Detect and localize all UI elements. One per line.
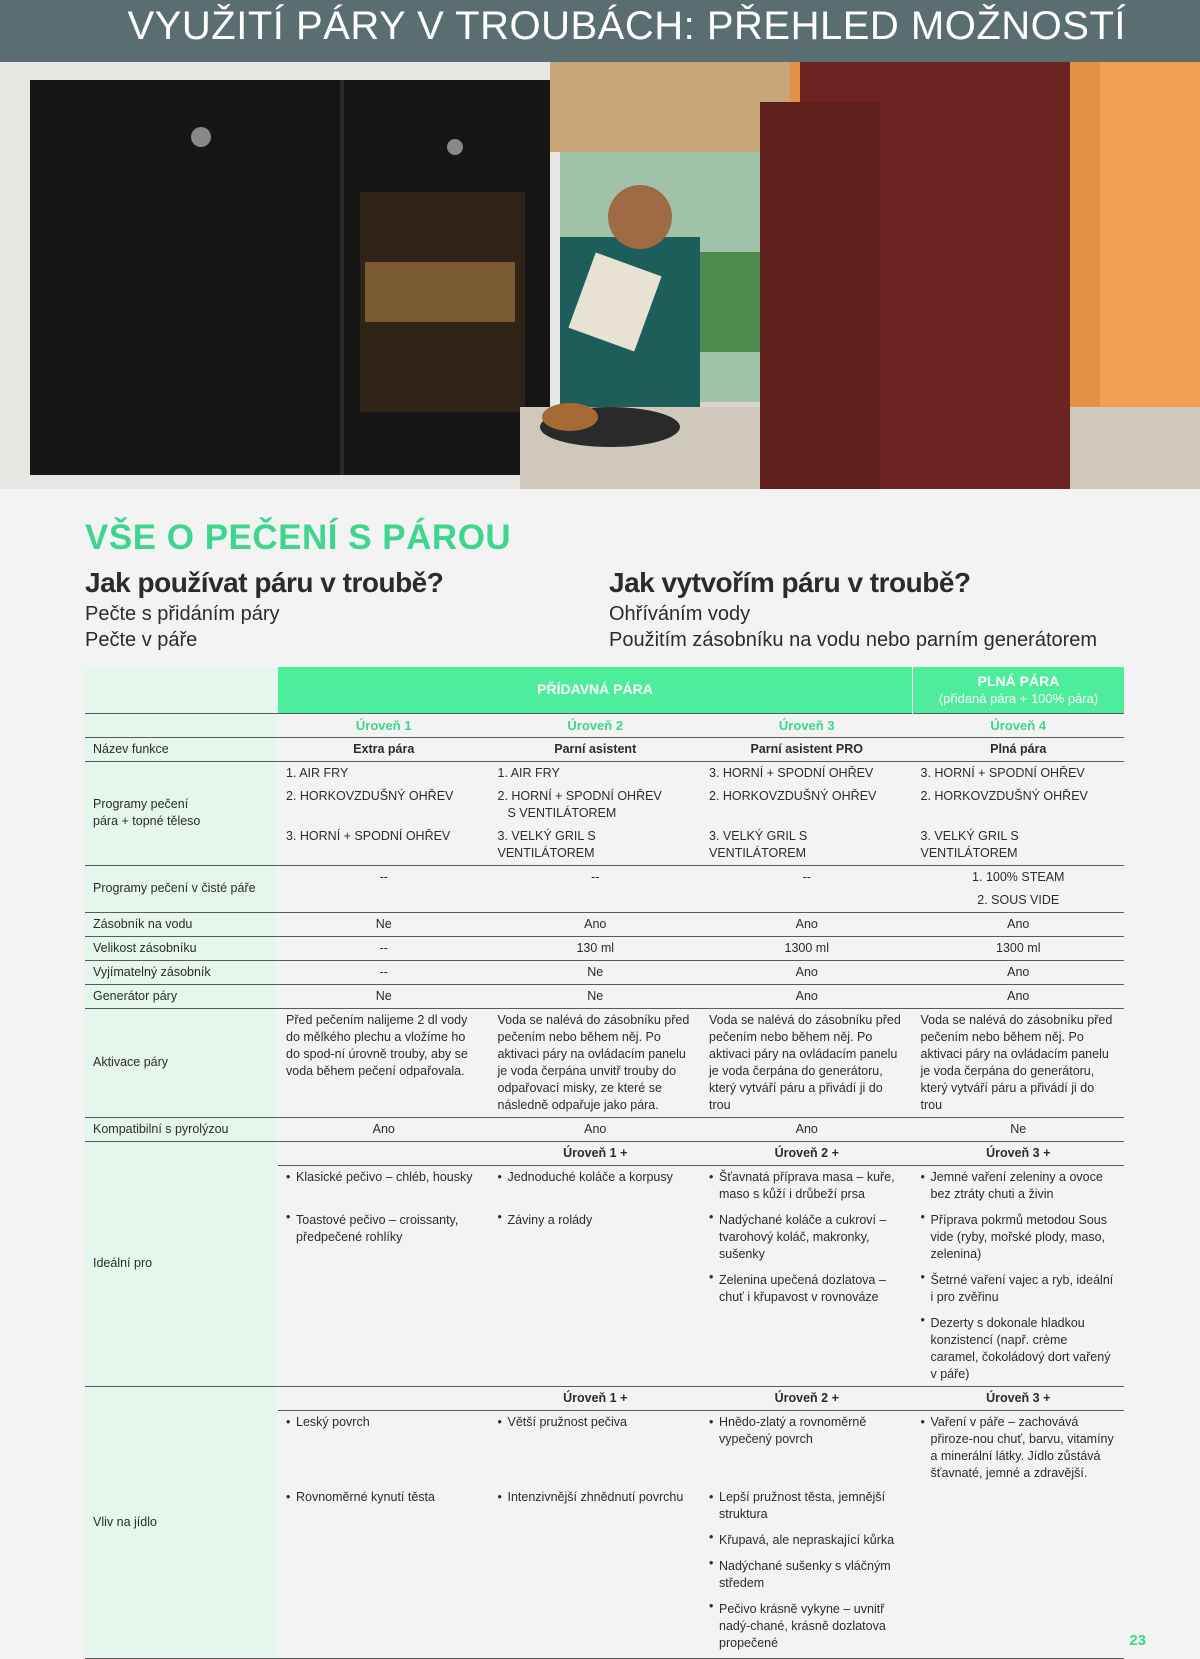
cell: Ano <box>584 1121 607 1136</box>
level-plus: Úroveň 3 + <box>986 1390 1051 1405</box>
row-tank-size <box>85 936 1124 960</box>
cell: 1300 ml <box>784 940 829 955</box>
row-activation <box>85 1008 1124 1117</box>
row-pyrolysis <box>85 1117 1124 1141</box>
level-plus: Úroveň 3 + <box>986 1145 1051 1160</box>
cell: 1. AIR FRY <box>497 765 560 780</box>
row-removable-tank <box>85 960 1124 984</box>
row-programs-combo <box>85 761 1124 785</box>
level-3: Úroveň 3 <box>778 717 835 733</box>
cell: Ano <box>1007 988 1030 1003</box>
list-item: • Toastové pečivo – croissanty, předpečené rohlíky <box>278 1206 490 1266</box>
list-item: • Zelenina upečená dozlatova – chuť i křupavost v rovnováze <box>701 1266 913 1309</box>
cell-line: 2. HORNÍ + SPODNÍ OHŘEV <box>497 788 662 803</box>
cell <box>490 785 702 825</box>
cell: Plná pára <box>990 741 1047 756</box>
row-label <box>85 761 278 865</box>
cell: 3. HORNÍ + SPODNÍ OHŘEV <box>286 828 451 843</box>
page-number: 23 <box>1129 1632 1146 1649</box>
level-plus: Úroveň 1 + <box>563 1145 628 1160</box>
cell: Ano <box>1007 964 1030 979</box>
cell: Ano <box>1007 916 1030 931</box>
cell: Ne <box>375 988 392 1003</box>
list-item: • Leský povrch <box>278 1410 490 1486</box>
row-label: Kompatibilní s pyrolýzou <box>85 1117 278 1141</box>
cell: Voda se nalévá do zásobníku před pečením nebo během něj. Po aktivaci páry na ovládacím panelu je voda čerpána do generátoru, který vytváří páru a přivádí ji do trou <box>709 1012 901 1112</box>
list-item: • Křupavá, ale nepraskající kůrka <box>701 1526 913 1552</box>
list-item: • Pečivo krásně vykyne – uvnitř nadý-chané, krásně dozlatova propečené <box>701 1595 913 1659</box>
level-plus: Úroveň 2 + <box>774 1390 839 1405</box>
list-item: • Nadýchané sušenky s vláčným středem <box>701 1552 913 1595</box>
cell: 2. HORKOVZDUŠNÝ OHŘEV <box>286 788 454 803</box>
cell: -- <box>379 940 388 955</box>
cell: 3. VELKÝ GRIL S VENTILÁTOREM <box>920 828 1019 860</box>
cell: Před pečením nalijeme 2 dl vody do mělkého plechu a vložíme ho do spod-ní úrovně trouby, aby se voda během pečení odpařovala. <box>286 1012 468 1078</box>
row-label: Název funkce <box>85 737 278 761</box>
cell: Ano <box>795 988 818 1003</box>
cell: Ano <box>584 916 607 931</box>
cell: -- <box>591 869 600 884</box>
row-label: Vyjímatelný zásobník <box>85 960 278 984</box>
section-title: VŠE O PEČENÍ S PÁROU <box>85 518 512 557</box>
row-tank <box>85 912 1124 936</box>
cell: 130 ml <box>576 940 615 955</box>
cell: 1300 ml <box>996 940 1041 955</box>
row-label: Ideální pro <box>85 1141 278 1386</box>
cell: 3. HORNÍ + SPODNÍ OHŘEV <box>920 765 1085 780</box>
list-item: • Dezerty s dokonale hladkou konzistencí (např. crème caramel, čokoládový dort vařený v páře) <box>913 1309 1125 1387</box>
list-item: • Rovnoměrné kynutí těsta <box>278 1486 490 1526</box>
list-item: • Příprava pokrmů metodou Sous vide (ryby, mořské plody, maso, zelenina) <box>913 1206 1125 1266</box>
cell: Ne <box>587 988 604 1003</box>
row-label: Generátor páry <box>85 984 278 1008</box>
row-function-name <box>85 737 1124 761</box>
group-full-sub: (přidaná pára + 100% pára) <box>938 690 1099 706</box>
cell: 1. AIR FRY <box>286 765 349 780</box>
cell: Voda se nalévá do zásobníku před pečením nebo během něj. Po aktivaci páry na ovládacím panelu je voda čerpána unvitř trouby do odpařovací misky, ze které se následně odpařuje jako pára. <box>497 1012 690 1112</box>
steam-comparison-table <box>85 667 1124 1659</box>
cell: Ne <box>375 916 392 931</box>
row-ideal-levels <box>85 1141 1124 1165</box>
row-generator <box>85 984 1124 1008</box>
list-item: • Jemné vaření zeleniny a ovoce bez ztráty chuti a živin <box>913 1165 1125 1206</box>
cell: 3. VELKÝ GRIL S VENTILÁTOREM <box>497 828 596 860</box>
right-answer-2: Použitím zásobníku na vodu nebo parním generátorem <box>609 629 1098 651</box>
cell: 2. SOUS VIDE <box>977 892 1060 907</box>
list-item: • Jednoduché koláče a korpusy <box>490 1165 702 1206</box>
left-answer-2: Pečte v páře <box>85 629 198 651</box>
row-label-line2: pára + topné těleso <box>93 814 201 828</box>
cell: 3. HORNÍ + SPODNÍ OHŘEV <box>709 765 874 780</box>
list-item: • Intenzivnější zhnědnutí povrchu <box>490 1486 702 1526</box>
level-plus: Úroveň 2 + <box>774 1145 839 1160</box>
left-answer-1: Pečte s přidáním páry <box>85 603 280 625</box>
right-answer-1: Ohříváním vody <box>609 603 751 625</box>
right-question: Jak vytvořím páru v troubě? <box>609 567 971 598</box>
level-2: Úroveň 2 <box>567 717 624 733</box>
cell: -- <box>802 869 811 884</box>
list-item: • Hnědo-zlatý a rovnoměrně vypečený povrch <box>701 1410 913 1486</box>
page-header <box>0 0 1200 62</box>
cell: Extra pára <box>353 741 415 756</box>
row-label: Programy pečení v čisté páře <box>85 865 278 912</box>
cell: Parní asistent PRO <box>750 741 864 756</box>
left-question: Jak používat páru v troubě? <box>85 567 444 598</box>
cell: Parní asistent <box>554 741 637 756</box>
cell: 2. HORKOVZDUŠNÝ OHŘEV <box>920 788 1088 803</box>
cell: 2. HORKOVZDUŠNÝ OHŘEV <box>709 788 877 803</box>
row-label: Velikost zásobníku <box>85 936 278 960</box>
row-programs-pure <box>85 865 1124 889</box>
list-item: • Záviny a rolády <box>490 1206 702 1266</box>
page-title: VYUŽITÍ PÁRY V TROUBÁCH: PŘEHLED MOŽNOSTÍ <box>127 4 1126 48</box>
list-item: • Šťavnatá příprava masa – kuře, maso s kůží i drůbeží prsa <box>701 1165 913 1206</box>
cell: Ano <box>372 1121 395 1136</box>
list-item: • Nadýchané koláče a cukroví – tvarohový koláč, makronky, sušenky <box>701 1206 913 1266</box>
level-plus: Úroveň 1 + <box>563 1390 628 1405</box>
cell: Ne <box>587 964 604 979</box>
cell: 1. 100% STEAM <box>972 869 1065 884</box>
cell: -- <box>379 869 388 884</box>
cell: Ano <box>795 916 818 931</box>
cell: Ano <box>795 964 818 979</box>
group-additional-steam: PŘÍDAVNÁ PÁRA <box>278 667 913 713</box>
cell: Ne <box>1010 1121 1027 1136</box>
group-full-label: PLNÁ PÁRA <box>977 672 1060 689</box>
cell: -- <box>379 964 388 979</box>
row-effect-levels <box>85 1386 1124 1410</box>
cell: Voda se nalévá do zásobníku před pečením nebo během něj. Po aktivaci páry na ovládacím panelu je voda čerpána do generátoru, který vytváří páru a přivádí ji do trou <box>920 1012 1113 1112</box>
list-item: • Klasické pečivo – chléb, housky <box>278 1165 490 1206</box>
row-label: Zásobník na vodu <box>85 912 278 936</box>
list-item: • Lepší pružnost těsta, jemnější struktura <box>701 1486 913 1526</box>
list-item: • Vaření v páře – zachovává přiroze-nou chuť, barvu, vitamíny a minerální látky. Jídlo zůstává šťavnaté, jemné a zdravější. <box>913 1410 1125 1486</box>
group-full-steam <box>913 667 1125 713</box>
row-label: Vliv na jídlo <box>85 1386 278 1659</box>
list-item: • Větší pružnost pečiva <box>490 1410 702 1486</box>
row-label-line1: Programy pečení <box>93 797 189 811</box>
level-1: Úroveň 1 <box>355 717 412 733</box>
kitchen-photo <box>0 62 1200 489</box>
list-item: • Šetrné vaření vajec a ryb, ideální i pro zvěřinu <box>913 1266 1125 1309</box>
cell-line: S VENTILÁTOREM <box>507 805 617 820</box>
level-4: Úroveň 4 <box>990 717 1047 733</box>
cell: Ano <box>795 1121 818 1136</box>
row-label: Aktivace páry <box>85 1008 278 1117</box>
cell: 3. VELKÝ GRIL S VENTILÁTOREM <box>709 828 808 860</box>
